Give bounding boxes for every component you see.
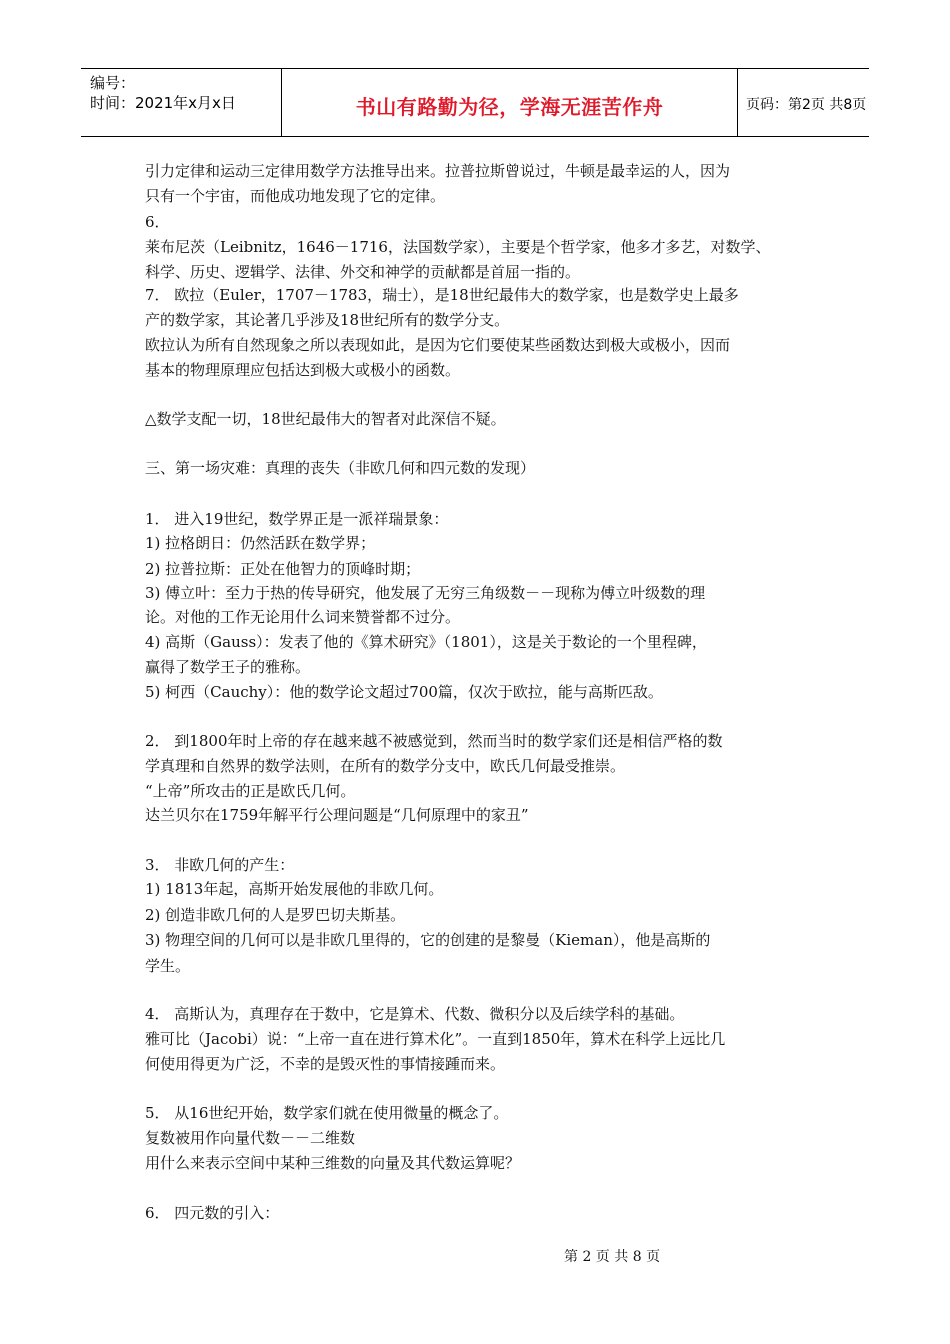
body-line: 6． 四元数的引入：	[145, 1204, 280, 1222]
body-line: 3) 物理空间的几何可以是非欧几里得的，它的创建的是黎曼（Kieman），他是高斯的	[145, 931, 711, 949]
header-motto: 书山有路勤为径，学海无涯苦作舟	[355, 95, 664, 119]
body-line: 科学、历史、逻辑学、法律、外交和神学的贡献都是首屈一指的。	[145, 263, 581, 281]
body-line: 5) 柯西（Cauchy）：他的数学论文超过700篇，仅次于欧拉，能与高斯匹敌。	[145, 683, 663, 701]
body-line: 2) 拉普拉斯：正处在他智力的顶峰时期；	[145, 560, 421, 578]
body-line: 2) 创造非欧几何的人是罗巴切夫斯基。	[145, 906, 406, 924]
header-page-number: 页码：第2页 共8页	[746, 97, 867, 113]
body-line: 学生。	[145, 957, 191, 975]
body-line: 1) 1813年起，高斯开始发展他的非欧几何。	[145, 880, 444, 898]
body-line: 4) 高斯（Gauss）：发表了他的《算术研究》（1801），这是关于数论的一个里程碑，	[145, 633, 707, 651]
body-line: 2． 到1800年时上帝的存在越来越不被感觉到，然而当时的数学家们还是相信严格的数	[145, 732, 723, 750]
body-line: 1． 进入19世纪，数学界正是一派祥瑞景象：	[145, 510, 449, 528]
body-line: 达兰贝尔在1759年解平行公理问题是“几何原理中的家丑”	[145, 806, 529, 824]
body-line: 论。对他的工作无论用什么词来赞誉都不过分。	[145, 608, 461, 626]
header-left-cell	[81, 69, 281, 136]
body-line: “上帝”所攻击的正是欧氏几何。	[145, 782, 356, 800]
body-line: 只有一个宇宙，而他成功地发现了它的定律。	[145, 187, 446, 205]
page-footer: 第 2 页 共 8 页	[564, 1249, 661, 1265]
body-line: 引力定律和运动三定律用数学方法推导出来。拉普拉斯曾说过，牛顿是最幸运的人，因为	[145, 162, 731, 180]
body-line: 何使用得更为广泛，不幸的是毁灭性的事情接踵而来。	[145, 1055, 506, 1073]
body-line: 用什么来表示空间中某种三维数的向量及其代数运算呢？	[145, 1154, 521, 1172]
body-line: 6．	[145, 213, 170, 231]
document-number-label: 编号：	[90, 74, 136, 92]
section-heading: 三、第一场灾难：真理的丧失（非欧几何和四元数的发现）	[145, 459, 536, 477]
body-line: 产的数学家，其论著几乎涉及18世纪所有的数学分支。	[145, 311, 510, 329]
body-line: 3) 傅立叶：至力于热的传导研究，他发展了无穷三角级数－－现称为傅立叶级数的理	[145, 584, 706, 602]
body-line: 学真理和自然界的数学法则，在所有的数学分支中，欧氏几何最受推崇。	[145, 757, 626, 775]
body-line: 莱布尼茨（Leibnitz，1646－1716，法国数学家），主要是个哲学家，他多才多艺，对数学、	[145, 238, 771, 256]
header-center-cell	[281, 69, 738, 136]
body-line: 4． 高斯认为，真理存在于数中，它是算术、代数、微积分以及后续学科的基础。	[145, 1005, 685, 1023]
body-line: 5． 从16世纪开始，数学家们就在使用微量的概念了。	[145, 1104, 509, 1122]
body-line: 赢得了数学王子的雅称。	[145, 658, 311, 676]
body-line: 3． 非欧几何的产生：	[145, 856, 295, 874]
date-label: 时间：2021年x月x日	[90, 94, 236, 112]
body-line: 7． 欧拉（Euler，1707－1783，瑞士），是18世纪最伟大的数学家，也是数学史上最多	[145, 286, 739, 304]
header-right-cell	[738, 69, 869, 136]
body-line: 1) 拉格朗日：仍然活跃在数学界；	[145, 534, 376, 552]
body-line: 基本的物理原理应包括达到极大或极小的函数。	[145, 361, 461, 379]
body-line: 欧拉认为所有自然现象之所以表现如此，是因为它们要使某些函数达到极大或极小，因而	[145, 336, 731, 354]
page-header	[81, 68, 869, 137]
body-line: △数学支配一切，18世纪最伟大的智者对此深信不疑。	[145, 410, 506, 428]
body-line: 复数被用作向量代数－－二维数	[145, 1129, 356, 1147]
body-line: 雅可比（Jacobi）说：“上帝一直在进行算术化”。一直到1850年，算术在科学上远比几	[145, 1030, 726, 1048]
